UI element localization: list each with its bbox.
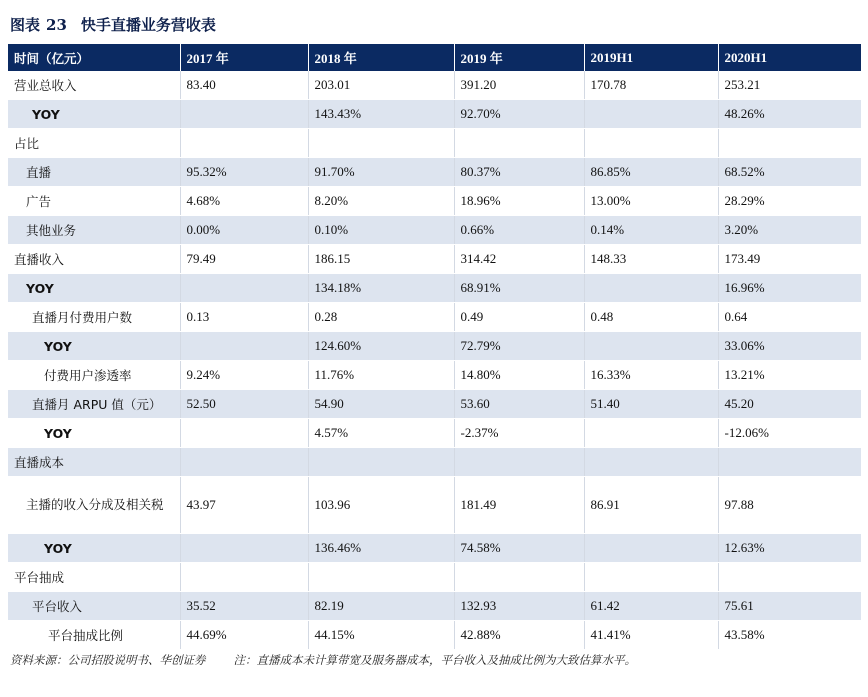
table-cell: 14.80% xyxy=(454,361,584,390)
table-cell: 12.63% xyxy=(718,534,861,563)
table-cell: 0.10% xyxy=(308,216,454,245)
table-cell: 74.58% xyxy=(454,534,584,563)
table-cell: 8.20% xyxy=(308,187,454,216)
row-label: 直播收入 xyxy=(8,245,180,274)
table-cell xyxy=(584,100,718,129)
table-body xyxy=(8,71,861,650)
header-2020h1: 2020H1 xyxy=(718,44,861,71)
table-cell: 33.06% xyxy=(718,332,861,361)
table-cell: 45.20 xyxy=(718,390,861,419)
row-label: 直播月 ARPU 值（元） xyxy=(8,390,180,419)
table-cell: 124.60% xyxy=(308,332,454,361)
table-cell xyxy=(454,129,584,158)
source-note: 资料来源：公司招股说明书、华创证券 xyxy=(10,653,206,667)
table-cell xyxy=(584,419,718,448)
table-cell: 0.28 xyxy=(308,303,454,332)
table-cell xyxy=(718,563,861,592)
row-label: YOY xyxy=(8,274,180,303)
figure-number: 23 xyxy=(46,16,67,34)
table-cell: 43.58% xyxy=(718,621,861,650)
table-cell: 68.91% xyxy=(454,274,584,303)
table-cell: 0.14% xyxy=(584,216,718,245)
table-cell xyxy=(718,448,861,477)
revenue-table xyxy=(8,44,861,650)
row-label: YOY xyxy=(8,419,180,448)
row-label: 付费用户渗透率 xyxy=(8,361,180,390)
table-cell: 75.61 xyxy=(718,592,861,621)
row-label: 平台抽成比例 xyxy=(8,621,180,650)
table-cell: 48.26% xyxy=(718,100,861,129)
table-header xyxy=(8,44,861,71)
table-cell: 0.48 xyxy=(584,303,718,332)
table-cell: 143.43% xyxy=(308,100,454,129)
table-cell: 9.24% xyxy=(180,361,308,390)
table-cell xyxy=(180,534,308,563)
table-cell xyxy=(584,563,718,592)
table-cell: 44.15% xyxy=(308,621,454,650)
table-cell xyxy=(308,448,454,477)
table-cell: 3.20% xyxy=(718,216,861,245)
table-cell: 86.91 xyxy=(584,477,718,534)
table-cell: 41.41% xyxy=(584,621,718,650)
row-label: 营业总收入 xyxy=(8,71,180,100)
row-label: 平台抽成 xyxy=(8,563,180,592)
table-cell: 72.79% xyxy=(454,332,584,361)
table-cell: 83.40 xyxy=(180,71,308,100)
table-cell: 170.78 xyxy=(584,71,718,100)
table-row xyxy=(8,477,861,534)
footnote: 注：直播成本未计算带宽及服务器成本，平台收入及抽成比例为大致估算水平。 xyxy=(233,653,636,667)
row-label: 直播月付费用户数 xyxy=(8,303,180,332)
table-cell xyxy=(584,534,718,563)
table-cell: 92.70% xyxy=(454,100,584,129)
table-cell xyxy=(454,448,584,477)
header-2019: 2019 年 xyxy=(454,44,584,71)
row-label: 广告 xyxy=(8,187,180,216)
header-2019h1: 2019H1 xyxy=(584,44,718,71)
header-period: 时间（亿元） xyxy=(8,44,180,71)
table-cell: 134.18% xyxy=(308,274,454,303)
table-cell: 203.01 xyxy=(308,71,454,100)
table-cell: 51.40 xyxy=(584,390,718,419)
table-row xyxy=(8,100,861,129)
table-row xyxy=(8,274,861,303)
table-cell: 4.57% xyxy=(308,419,454,448)
row-label: YOY xyxy=(8,332,180,361)
row-label: YOY xyxy=(8,534,180,563)
table-cell: 53.60 xyxy=(454,390,584,419)
table-cell: 35.52 xyxy=(180,592,308,621)
table-cell: 13.21% xyxy=(718,361,861,390)
table-cell: 18.96% xyxy=(454,187,584,216)
table-cell: 173.49 xyxy=(718,245,861,274)
table-cell: 0.00% xyxy=(180,216,308,245)
table-row xyxy=(8,390,861,419)
table-row xyxy=(8,332,861,361)
table-cell: 52.50 xyxy=(180,390,308,419)
table-cell: 13.00% xyxy=(584,187,718,216)
table-cell: 42.88% xyxy=(454,621,584,650)
row-label: 其他业务 xyxy=(8,216,180,245)
table-cell xyxy=(454,563,584,592)
table-cell xyxy=(180,563,308,592)
table-cell xyxy=(584,129,718,158)
table-cell: 0.66% xyxy=(454,216,584,245)
table-cell xyxy=(584,274,718,303)
row-label-text: 主播的收入分成及相关税 xyxy=(26,497,164,512)
header-2018: 2018 年 xyxy=(308,44,454,71)
row-label: 直播 xyxy=(8,158,180,187)
header-2017: 2017 年 xyxy=(180,44,308,71)
figure-title xyxy=(10,14,216,35)
row-label: YOY xyxy=(8,100,180,129)
footer-notes xyxy=(10,652,636,668)
table-cell: 103.96 xyxy=(308,477,454,534)
table-cell: 16.96% xyxy=(718,274,861,303)
table-cell: 4.68% xyxy=(180,187,308,216)
table-cell: 82.19 xyxy=(308,592,454,621)
table-row xyxy=(8,563,861,592)
row-label: 占比 xyxy=(8,129,180,158)
table-cell: 11.76% xyxy=(308,361,454,390)
table-cell: 28.29% xyxy=(718,187,861,216)
table-cell xyxy=(718,129,861,158)
table-cell xyxy=(180,448,308,477)
table-cell xyxy=(180,100,308,129)
table-cell xyxy=(584,332,718,361)
table-row xyxy=(8,129,861,158)
table-row xyxy=(8,621,861,650)
table-row xyxy=(8,361,861,390)
row-label: 平台收入 xyxy=(8,592,180,621)
figure-title-text: 快手直播业务营收表 xyxy=(80,16,216,34)
table-cell xyxy=(308,129,454,158)
table-row xyxy=(8,216,861,245)
table-cell: 0.64 xyxy=(718,303,861,332)
table-cell: 54.90 xyxy=(308,390,454,419)
table-row xyxy=(8,592,861,621)
table-cell xyxy=(180,129,308,158)
table-cell: 136.46% xyxy=(308,534,454,563)
table-cell: -12.06% xyxy=(718,419,861,448)
table-cell: 0.49 xyxy=(454,303,584,332)
table-cell xyxy=(180,419,308,448)
table-cell: 68.52% xyxy=(718,158,861,187)
table-cell: 132.93 xyxy=(454,592,584,621)
table-cell: 61.42 xyxy=(584,592,718,621)
table-cell: 44.69% xyxy=(180,621,308,650)
table-cell: 0.13 xyxy=(180,303,308,332)
table-row xyxy=(8,448,861,477)
table-cell xyxy=(180,274,308,303)
figure-title-prefix: 图表 xyxy=(10,16,41,34)
table-cell: 391.20 xyxy=(454,71,584,100)
table-cell: 314.42 xyxy=(454,245,584,274)
table-cell: 181.49 xyxy=(454,477,584,534)
table-cell: 79.49 xyxy=(180,245,308,274)
table-cell: 186.15 xyxy=(308,245,454,274)
table-cell: 148.33 xyxy=(584,245,718,274)
table-cell: 80.37% xyxy=(454,158,584,187)
table-row xyxy=(8,71,861,100)
table-cell: -2.37% xyxy=(454,419,584,448)
table-row xyxy=(8,245,861,274)
table-cell xyxy=(584,448,718,477)
table-row xyxy=(8,303,861,332)
table-row xyxy=(8,187,861,216)
table-row xyxy=(8,419,861,448)
table-cell: 91.70% xyxy=(308,158,454,187)
table-cell xyxy=(180,332,308,361)
table-cell: 86.85% xyxy=(584,158,718,187)
table-cell: 97.88 xyxy=(718,477,861,534)
table-cell: 43.97 xyxy=(180,477,308,534)
table-cell xyxy=(308,563,454,592)
table-cell: 253.21 xyxy=(718,71,861,100)
table-row xyxy=(8,158,861,187)
header-row xyxy=(8,44,861,71)
row-label xyxy=(8,477,180,534)
table-cell: 95.32% xyxy=(180,158,308,187)
table-row xyxy=(8,534,861,563)
table-cell: 16.33% xyxy=(584,361,718,390)
row-label: 直播成本 xyxy=(8,448,180,477)
